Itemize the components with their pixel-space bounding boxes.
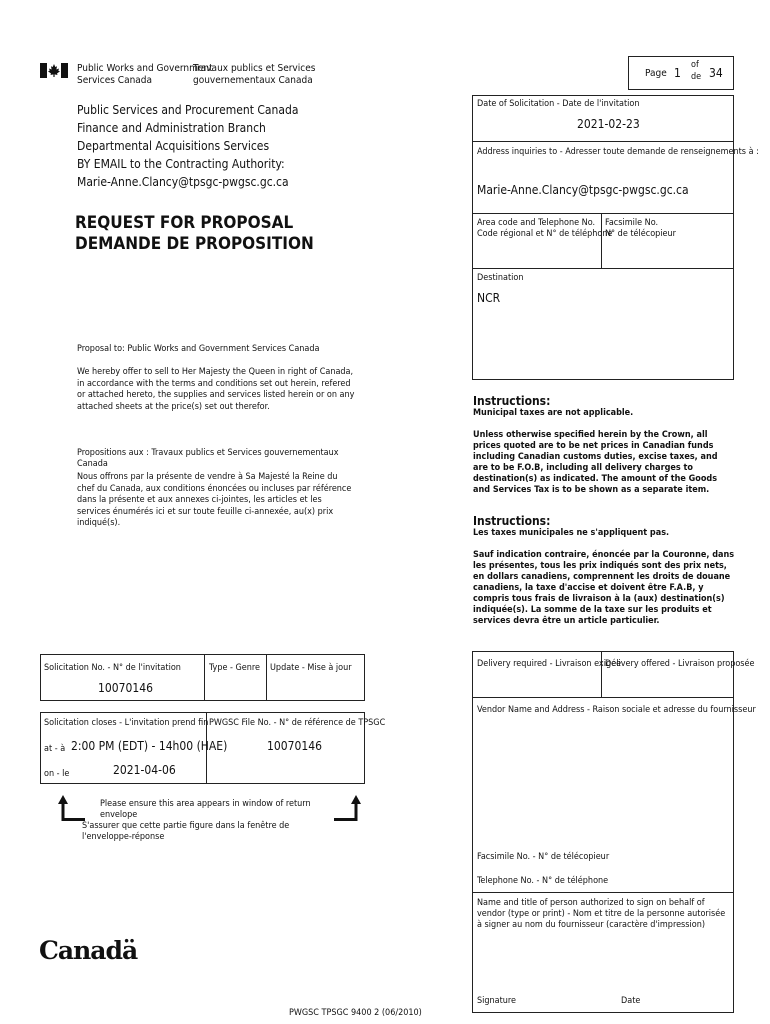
- proposal-to-fr: Propositions aux : Travaux publics et Services gouvernementaux Canada: [77, 448, 339, 469]
- envelope-note: Please ensure this area appears in window of return envelope S'assurer que cette partie figure dans la fenêtre de l'enveloppe-réponse: [82, 799, 311, 842]
- signature-label: Signature: [477, 996, 517, 1006]
- destination-value: NCR: [477, 291, 501, 305]
- proposal-to-en: Proposal to: Public Works and Government Services Canada: [77, 344, 320, 354]
- closing-time: 2:00 PM (EDT) - 14h00 (HAE): [71, 739, 228, 753]
- page-number-box: Page 1 of de 34: [628, 56, 734, 90]
- corner-arrow-right-icon: [332, 793, 362, 823]
- vendor-telephone-label: Telephone No. - N° de téléphone: [477, 876, 609, 886]
- solicitation-info-box: [472, 95, 759, 380]
- instructions-fr: Instructions: Les taxes municipales ne s'appliquent pas. Sauf indication contraire, énoncée par la Couronne, dans les présentes, tous les prix indiqués sont des prix nets, en dollars canadiens, comprennent les droits de douane canadiens, la taxe d'accise et doivent être F.A.B, y compris tous frais de livraison à la (aux) destination(s) indiquée(s). La somme de la taxe sur les produits et services devra être un article particulier.: [473, 514, 735, 626]
- inquiries-email: Marie-Anne.Clancy@tpsgc-pwgsc.gc.ca: [477, 183, 689, 197]
- title-en: REQUEST FOR PROPOSAL: [75, 213, 294, 233]
- canada-wordmark: Canadä: [39, 936, 138, 965]
- delivery-offered-label: Delivery offered - Livraison proposée: [605, 659, 755, 669]
- solicitation-number: 10070146: [98, 681, 153, 695]
- proposal-offer-en: We hereby offer to sell to Her Majesty the Queen in right of Canada, in accordance with the terms and conditions set out herein, refered or attached hereto, the supplies and services listed herein or on any attached sheets at the price(s) set out therefor.: [77, 367, 355, 412]
- area-code-label: Area code and Telephone No. Code régional et N° de téléphone: [477, 218, 613, 239]
- solicitation-closes-box: Solicitation closes - L'invitation prend fin at - à 2:00 PM (EDT) - 14h00 (HAE) on - le 2021-04-06 PWGSC File No. - N° de référence de TPSGC 10070146: [40, 712, 365, 784]
- solicitation-number-box: Solicitation No. - N° de l'invitation 10070146 Type - Genre Update - Mise à jour: [40, 654, 365, 701]
- address-inquiries-label: Address inquiries to - Adresser toute demande de renseignements à :: [477, 147, 759, 157]
- dept-name-en: Public Works and Government Services Canada: [77, 63, 213, 86]
- canada-flag-icon: [40, 63, 68, 78]
- delivery-required-label: Delivery required - Livraison exigée: [477, 659, 622, 669]
- closing-date: 2021-04-06: [113, 763, 176, 777]
- vendor-facsimile-label: Facsimile No. - N° de télécopieur: [477, 852, 610, 862]
- return-address: Public Services and Procurement Canada Finance and Administration Branch Departmental Acquisitions Services BY EMAIL to the Contracting Authority: Marie-Anne.Clancy@tpsgc-pwgsc.gc.ca: [77, 103, 299, 189]
- solicitation-date: 2021-02-23: [577, 117, 640, 131]
- facsimile-label: Facsimile No. N° de télécopieur: [605, 218, 676, 239]
- proposal-offer-fr: Nous offrons par la présente de vendre à Sa Majesté la Reine du chef du Canada, aux conditions énoncées ou incluses par référence dans la présente et aux annexes ci-jointes, les articles et les services énumérés ici et sur toute feuille ci-annexée, au(x) prix indiqué(s).: [77, 472, 352, 528]
- vendor-box: [472, 651, 756, 1013]
- title-fr: DEMANDE DE PROPOSITION: [75, 234, 314, 254]
- authorized-person-label: Name and title of person authorized to sign on behalf of vendor (type or print) - Nom et titre de la personne autorisée à signer au nom du fournisseur (caractère d'impression): [477, 898, 726, 930]
- form-number: PWGSC TPSGC 9400 2 (06/2010): [289, 1008, 422, 1018]
- date-label: Date: [621, 996, 641, 1006]
- instructions-en: Instructions: Municipal taxes are not applicable. Unless otherwise specified herein by the Crown, all prices quoted are to be net prices in Canadian funds including Canadian customs duties, excise taxes, and are to be F.O.B, including all delivery charges to destination(s) as indicated. The amount of the Goods and Services Tax is to be shown as a separate item.: [473, 394, 718, 495]
- solicitation-date-label: Date of Solicitation - Date de l'invitation: [477, 99, 640, 109]
- destination-label: Destination: [477, 273, 524, 283]
- page-title: [75, 213, 314, 255]
- file-number: 10070146: [267, 739, 322, 753]
- dept-name-fr: Travaux publics et Services gouvernementaux Canada: [193, 63, 316, 86]
- vendor-name-label: Vendor Name and Address - Raison sociale et adresse du fournisseur: [477, 705, 756, 715]
